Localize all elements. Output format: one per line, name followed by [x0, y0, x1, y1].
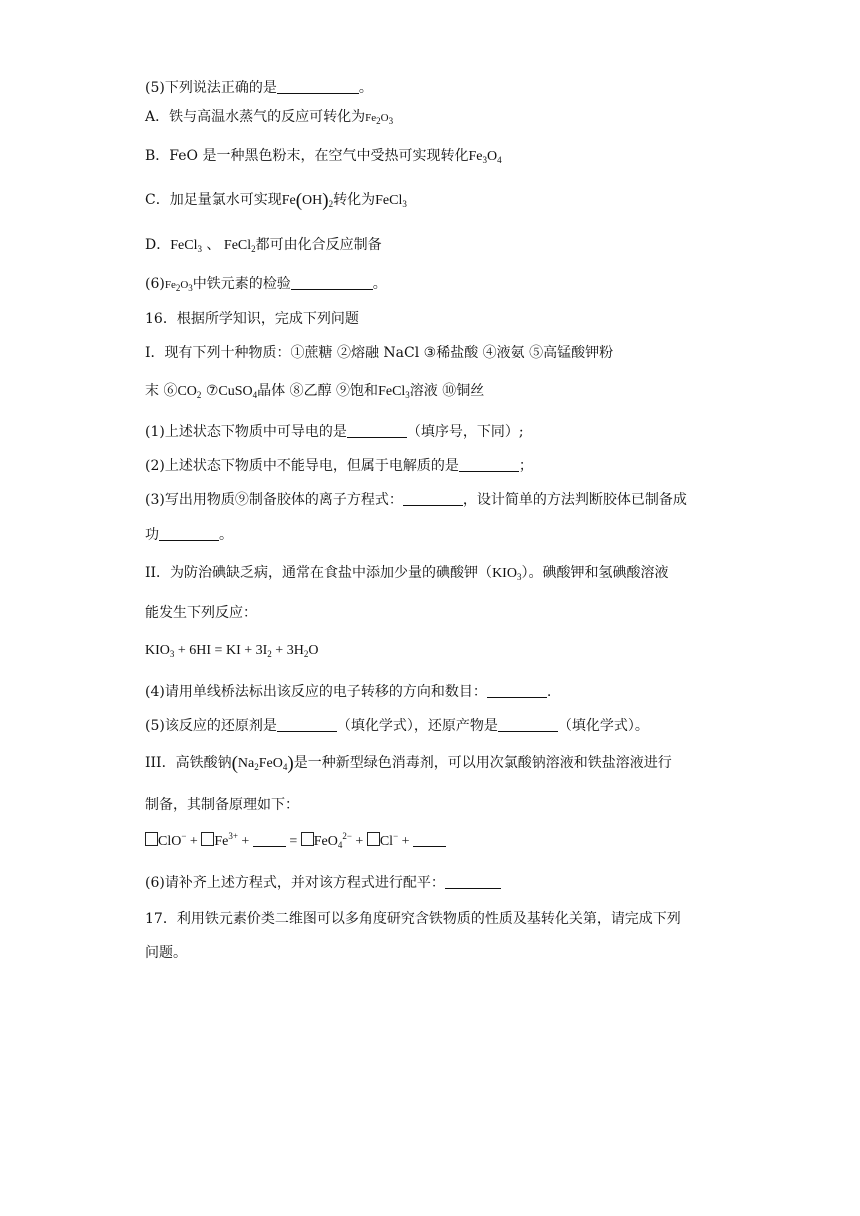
q15-part5-text: (5)下列说法正确的是 [145, 80, 277, 96]
q15-part5-end: 。 [358, 80, 373, 96]
part2-line1-suffix: ）。碘酸钾和氢碘酸溶液 [521, 565, 669, 581]
q15-part6-question [145, 274, 387, 295]
coefficient-box[interactable] [367, 832, 380, 846]
preparation-equation: $ClO^- + Fe^{3+}$ + = FeO$_4^{2-}$ + Cl− + [145, 832, 446, 852]
coefficient-box[interactable] [301, 832, 314, 846]
p2-text: (2)上述状态下物质中不能导电，但属于电解质的是 [145, 458, 459, 474]
q16-p5 [145, 716, 649, 736]
part1-mid1: ⑦ [201, 383, 219, 399]
q15-part6-formula: $Fe_2O_3$ [164, 279, 193, 293]
p4-text: (4)请用单线桥法标出该反应的电子转移的方向和数目： [145, 684, 487, 700]
part2-line1-prefix: II．为防治碘缺乏病，通常在食盐中添加少量的碘酸钾（ [145, 565, 493, 581]
option-d-sep: 、 [206, 237, 221, 253]
species-blank[interactable] [413, 832, 446, 847]
coefficient-box[interactable] [145, 832, 158, 846]
coefficient-box[interactable] [201, 832, 214, 846]
p5-suffix: （填化学式）。 [557, 718, 649, 734]
answer-blank[interactable] [277, 717, 337, 732]
fecl3-formula: FeCl$_3$ [378, 384, 410, 400]
option-b-text: B．FeO 是一种黑色粉末，在空气中受热可实现转化 [145, 148, 469, 164]
option-c-mid: 转化为 [333, 192, 376, 208]
q16-part3-line1 [145, 753, 672, 774]
answer-blank[interactable] [291, 275, 373, 290]
part1-line2-prefix: 末 ⑥ [145, 383, 178, 399]
p2-suffix: ； [518, 458, 533, 474]
p1-text: (1)上述状态下物质中可导电的是 [145, 424, 347, 440]
option-a-formula: $Fe_2O_3$ [365, 112, 394, 126]
species-blank[interactable] [253, 832, 286, 847]
option-c-formula2: FeCl$_3$ [375, 193, 407, 209]
option-c-formula1: $Fe(OH)_2$ [281, 190, 334, 211]
p1-suffix: （填序号，下同）; [406, 424, 524, 440]
answer-blank[interactable] [277, 79, 359, 94]
q16-title: 16．根据所学知识，完成下列问题 [145, 311, 359, 327]
option-d-label: D． [145, 237, 171, 253]
co2-formula: $CO_2$ [177, 384, 202, 400]
q16-part1-line1: I．现有下列十种物质：①蔗糖 ②熔融 NaCl ③稀盐酸 ④液氨 ⑤高锰酸钾粉 [145, 345, 614, 361]
q16-part2-line1 [145, 563, 668, 584]
kio3-formula: $KIO_3$ [492, 566, 522, 582]
p5-mid: （填化学式），还原产物是 [336, 718, 498, 734]
part3-line1-prefix: III．高铁酸钠 [145, 755, 232, 771]
answer-blank[interactable] [403, 491, 463, 506]
q15-part6-text: 中铁元素的检验 [192, 276, 291, 292]
option-d-text: 都可由化合反应制备 [255, 237, 382, 253]
q15-option-d [145, 235, 382, 256]
q16-p3 [145, 490, 687, 510]
option-d-formula1: FeCl$_3$ [170, 238, 202, 254]
na2feo4-formula: $(Na_2FeO_4)$ [231, 753, 294, 774]
option-a-text: A．铁与高温水蒸气的反应可转化为 [145, 109, 366, 125]
reaction-equation: $KIO_3 + 6HI$ = KI + $3I_2 + 3H_2O$ [145, 643, 319, 659]
q16-p4 [145, 682, 551, 702]
option-b-formula: $Fe_3O_4$ [468, 149, 502, 165]
answer-blank[interactable] [445, 874, 501, 889]
p5-text: (5)该反应的还原剂是 [145, 718, 277, 734]
answer-blank[interactable] [459, 457, 519, 472]
q15-option-b [145, 146, 502, 167]
q15-option-c [145, 190, 407, 211]
answer-blank[interactable] [347, 423, 407, 438]
q15-option-a [145, 107, 393, 128]
q16-p2 [145, 456, 533, 476]
q16-part1-line2 [145, 381, 484, 402]
q17-line1: 17．利用铁元素价类二维图可以多角度研究含铁物质的性质及基转化关第，请完成下列 [145, 911, 681, 927]
q16-p6 [145, 873, 501, 893]
p6-text: (6)请补齐上述方程式，并对该方程式进行配平： [145, 875, 445, 891]
part3-line1-suffix: 是一种新型绿色消毒剂，可以用次氯酸钠溶液和铁盐溶液进行 [293, 755, 672, 771]
p3-mid: ，设计简单的方法判断胶体已制备成 [462, 492, 687, 508]
part1-mid2: 晶体 ⑧乙醇 ⑨饱和 [257, 383, 379, 399]
q16-part2-line2: 能发生下列反应： [145, 605, 257, 621]
answer-blank[interactable] [159, 526, 219, 541]
p3-line2-suffix: 。 [219, 527, 233, 543]
option-d-formula2: FeCl$_2$ [220, 238, 256, 254]
q17-line2: 问题。 [145, 945, 187, 961]
q16-p1 [145, 422, 524, 442]
q16-part3-line2: 制备，其制备原理如下： [145, 797, 299, 813]
cuso4-formula: CuSO$_4$ [218, 384, 258, 400]
option-c-text: C．加足量氯水可实现 [145, 192, 282, 208]
p3-line2-prefix: 功 [145, 527, 159, 543]
answer-blank[interactable] [487, 683, 547, 698]
part1-end: 溶液 ⑩铜丝 [409, 383, 485, 399]
answer-blank[interactable] [498, 717, 558, 732]
p3-text: (3)写出用物质⑨制备胶体的离子方程式： [145, 492, 403, 508]
q15-part6-label: (6) [145, 276, 165, 292]
p4-suffix: . [546, 684, 552, 700]
q15-part5-question [145, 78, 373, 98]
q15-part6-end: 。 [372, 276, 387, 292]
q16-p3-line2 [145, 525, 233, 545]
